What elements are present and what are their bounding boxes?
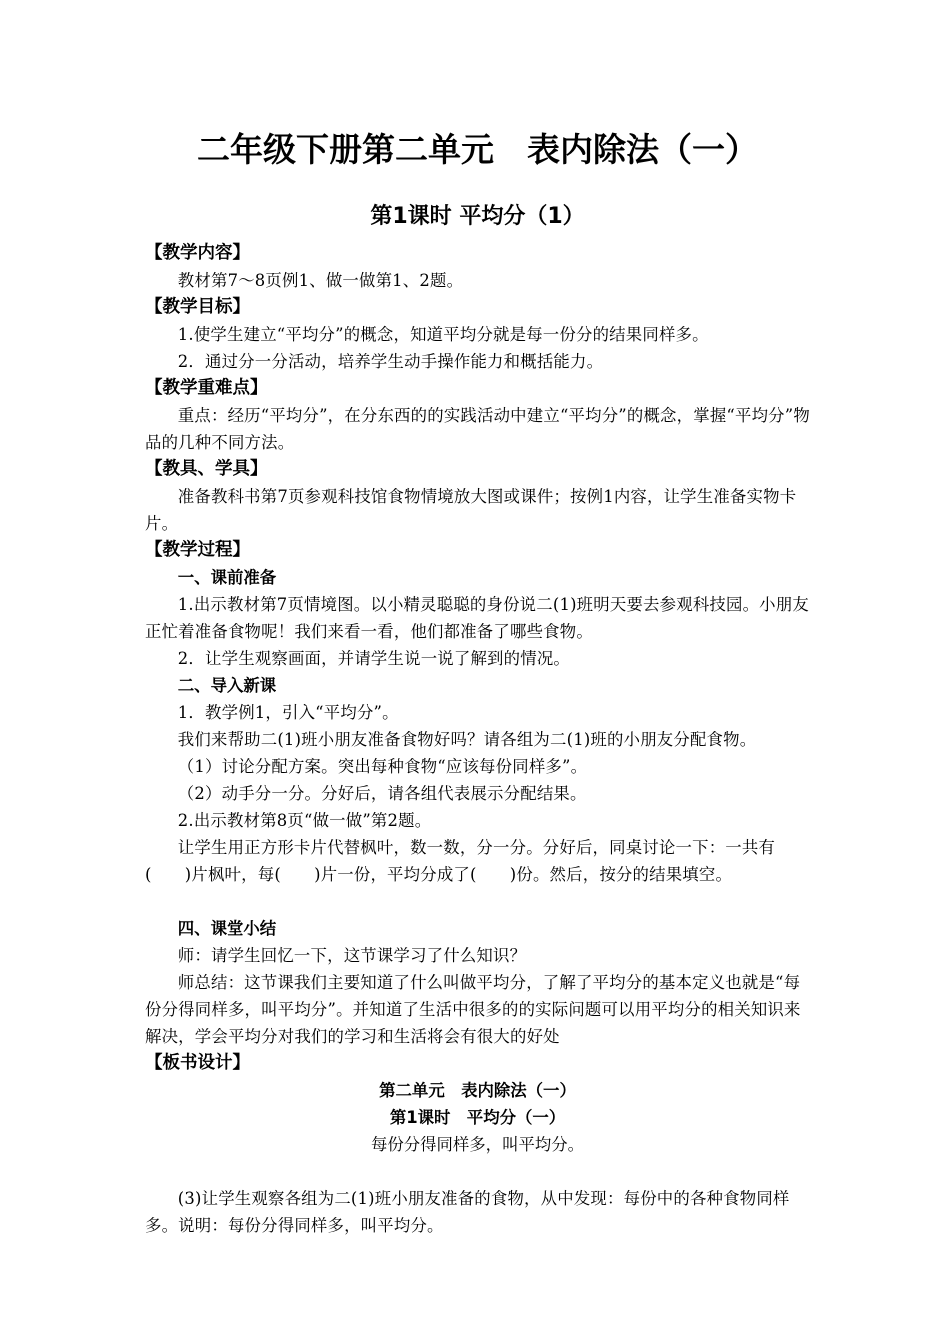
- content-text: 教材第7～8页例1、做一做第1、2题。: [177, 271, 464, 290]
- process-part2-item-3: （1）讨论分配方案。突出每种食物“应该每份同样多”。: [177, 757, 588, 776]
- process-part2-item-4: （2）动手分一分。分好后，请各组代表展示分配结果。: [177, 784, 587, 803]
- section-heading-process: 【教学过程】: [145, 540, 250, 560]
- process-part2-item-6: 让学生用正方形卡片代替枫叶，数一数，分一分。分好后，同桌讨论一下：一共有( )片枫叶，每( )片一份，平均分成了( )份。然后，按分的结果填空。: [145, 838, 776, 884]
- process-part1-item-1: 1.出示教材第7页情境图。以小精灵聪聪的身份说二(1)班明天要去参观科技园。小朋友正忙着准备食物呢！我们来看一看，他们都准备了哪些食物。: [145, 595, 809, 641]
- process-part4-item-2: 师总结：这节课我们主要知道了什么叫做平均分，了解了平均分的基本定义也就是“每份分得同样多，叫平均分”。并知道了生活中很多的的实际问题可以用平均分的相关知识来解决，学会平均分对我们的学习和生活将会有很大的好处: [145, 973, 801, 1046]
- board-line-2: 第1课时 平均分（一）: [389, 1108, 566, 1127]
- goal-item-2: 2．通过分一分活动，培养学生动手操作能力和概括能力。: [177, 352, 604, 371]
- board-line-1: 第二单元 表内除法（一）: [379, 1081, 576, 1100]
- section-heading-tools: 【教具、学具】: [145, 459, 268, 479]
- process-part2-item-1: 1．教学例1，引入“平均分”。: [177, 703, 399, 722]
- key-points-text: 重点：经历“平均分”，在分东西的的实践活动中建立“平均分”的概念，掌握“平均分”物品的几种不同方法。: [145, 406, 810, 452]
- blank-line: [145, 888, 810, 915]
- process-part4-heading: 四、课堂小结: [177, 919, 277, 938]
- process-part1-heading: 一、课前准备: [177, 568, 277, 587]
- document-title: 二年级下册第二单元 表内除法（一）: [197, 130, 758, 169]
- blank-line: [145, 1158, 810, 1185]
- section-heading-key-points: 【教学重难点】: [145, 378, 268, 398]
- process-part2-item-2: 我们来帮助二(1)班小朋友准备食物好吗？请各组为二(1)班的小朋友分配食物。: [177, 730, 757, 749]
- document-body: [145, 240, 810, 1239]
- lesson-subtitle: 第1课时 平均分（1）: [370, 204, 585, 229]
- process-part2-heading: 二、导入新课: [177, 676, 277, 695]
- board-line-3: 每份分得同样多，叫平均分。: [370, 1135, 585, 1154]
- tools-text: 准备教科书第7页参观科技馆食物情境放大图或课件；按例1内容，让学生准备实物卡片。: [145, 487, 797, 533]
- process-part4-item-1: 师：请学生回忆一下，这节课学习了什么知识？: [177, 946, 527, 965]
- section-heading-content: 【教学内容】: [145, 243, 250, 263]
- extra-note-text: (3)让学生观察各组为二(1)班小朋友准备的食物，从中发现：每份中的各种食物同样多。说明：每份分得同样多，叫平均分。: [145, 1189, 790, 1235]
- process-part2-item-5: 2.出示教材第8页“做一做”第2题。: [177, 811, 432, 830]
- section-heading-board: 【板书设计】: [145, 1053, 250, 1073]
- process-part1-item-2: 2．让学生观察画面，并请学生说一说了解到的情况。: [177, 649, 571, 668]
- section-heading-goals: 【教学目标】: [145, 297, 250, 317]
- goal-item-1: 1.使学生建立“平均分”的概念，知道平均分就是每一份分的结果同样多。: [177, 325, 709, 344]
